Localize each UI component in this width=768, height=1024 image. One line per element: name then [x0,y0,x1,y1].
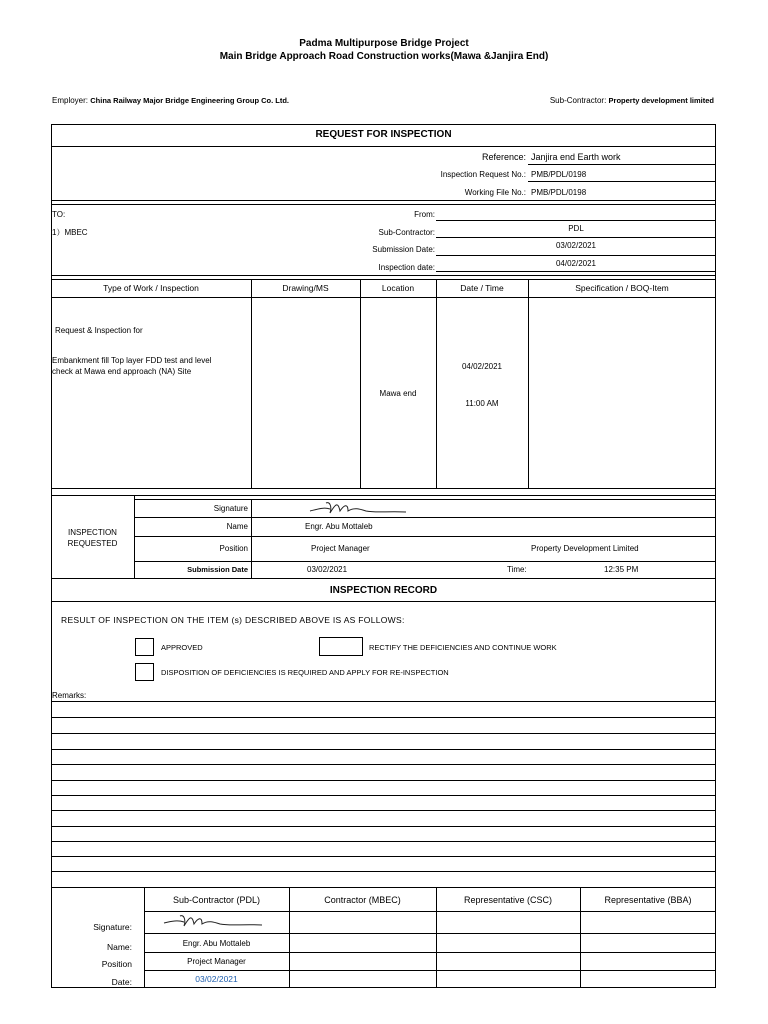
submission-label: Submission Date: [372,245,435,254]
remark-line [51,826,716,827]
reference-label: Reference: [481,152,526,162]
work-date: 04/02/2021 [461,362,503,371]
divider [134,536,716,537]
divider [51,601,716,602]
divider [436,255,716,256]
work-location: Mawa end [379,389,417,398]
approved-label: APPROVED [161,643,203,652]
employer-label: Employer: [52,96,89,105]
divider [134,561,716,562]
divider [51,495,716,496]
divider [436,271,716,272]
signoff-position-label: Position [101,959,132,969]
work-line-3: check at Mawa end approach (NA) Site [52,367,192,376]
signoff-date-label: Date: [111,977,132,987]
from-field [436,220,716,221]
req-name-value: Engr. Abu Mottaleb [305,522,373,531]
divider [51,146,716,147]
employer-value: China Railway Major Bridge Engineering Group Co. Ltd. [90,96,290,105]
divider [51,200,716,201]
signoff-header-bba: Representative (BBA) [604,895,692,905]
col-location: Location [381,283,415,293]
divider [528,181,716,182]
signoff-signature-image [162,913,272,936]
subcontractor-line [550,95,714,106]
req-signature-label: Signature [213,504,248,513]
signoff-signature-label: Signature: [93,922,132,932]
remark-line [51,795,716,796]
file-no-label: Working File No.: [464,188,526,197]
divider [134,517,716,518]
requested-label-1: INSPECTION [68,528,117,537]
remark-line [51,780,716,781]
remark-line [51,856,716,857]
from-label: From: [414,210,435,219]
remark-line [51,717,716,718]
signature-image [308,499,418,522]
remark-line [51,749,716,750]
rectify-checkbox[interactable] [319,637,363,656]
col-date-time: Date / Time [460,283,504,293]
result-text: RESULT OF INSPECTION ON THE ITEM (s) DESCRIBED ABOVE IS AS FOLLOWS: [61,615,405,625]
signoff-header-contractor: Contractor (MBEC) [324,895,401,905]
to-value: 1）MBEC [52,228,88,237]
divider [251,279,252,488]
divider [528,164,716,165]
subcon-label: Sub-Contractor: [378,228,435,237]
to-label: TO: [52,210,66,219]
request-no-label: Inspection Request No.: [440,170,526,179]
remark-line [51,887,716,888]
divider [51,578,716,579]
disposition-label: DISPOSITION OF DEFICIENCIES IS REQUIRED AND APPLY FOR RE-INSPECTION [161,668,449,677]
work-time: 11:00 AM [465,399,499,408]
divider [360,279,361,488]
signoff-date-value: 03/02/2021 [195,974,238,984]
submission-value: 03/02/2021 [555,241,597,250]
remarks-label: Remarks: [52,691,87,700]
divider [528,279,529,488]
dots: . . [152,194,159,203]
rfi-title: REQUEST FOR INSPECTION [315,129,452,140]
project-subtitle: Main Bridge Approach Road Construction works(Mawa &Janjira End) [219,51,549,62]
insp-date-label: Inspection date: [378,263,435,272]
divider [436,279,437,488]
work-line-2: Embankment fill Top layer FDD test and level [52,356,212,365]
divider [144,952,716,953]
req-submission-value: 03/02/2021 [307,565,348,574]
divider [51,204,716,205]
signoff-header-subcontractor: Sub-Contractor (PDL) [172,895,261,905]
signoff-header-csc: Representative (CSC) [463,895,553,905]
divider [51,488,716,489]
col-type-of-work: Type of Work / Inspection [103,283,199,293]
col-drawing: Drawing/MS [282,283,329,293]
req-time-value: 12:35 PM [604,565,639,574]
divider [51,275,716,276]
req-name-label: Name [226,522,248,531]
record-title: INSPECTION RECORD [329,585,438,596]
req-position-label: Position [219,544,248,553]
remark-line [51,764,716,765]
request-no-value: PMB/PDL/0198 [531,170,587,179]
requested-label-2: REQUESTED [67,539,118,548]
project-title: Padma Multipurpose Bridge Project [299,38,469,49]
signoff-position-value: Project Manager [187,957,246,966]
remark-line [51,841,716,842]
subcontractor-label: Sub-Contractor: [549,96,607,105]
insp-date-value: 04/02/2021 [555,259,597,268]
remark-line [51,733,716,734]
divider [144,911,716,912]
divider [134,499,716,500]
divider [144,970,716,971]
signoff-name-value: Engr. Abu Mottaleb [182,939,251,948]
subcontractor-value: Property development limited [608,96,714,105]
divider [251,499,252,578]
req-company-value: Property Development Limited [531,544,639,553]
divider [51,279,716,280]
divider [51,297,716,298]
reference-value: Janjira end Earth work [531,152,621,162]
subcon-value: PDL [568,224,584,233]
remark-line [51,871,716,872]
disposition-checkbox[interactable] [135,663,154,681]
file-no-value: PMB/PDL/0198 [531,188,587,197]
employer-line [52,95,289,106]
approved-checkbox[interactable] [135,638,154,656]
signoff-name-label: Name: [106,942,132,952]
req-submission-label: Submission Date [187,565,248,574]
rectify-label: RECTIFY THE DEFICIENCIES AND CONTINUE WORK [369,643,557,652]
remark-line [51,810,716,811]
remark-line [51,701,716,702]
col-specification: Specification / BOQ-Item [575,283,669,293]
req-position-value: Project Manager [311,544,370,553]
req-time-label: Time: [507,565,527,574]
work-line-1: Request & Inspection for [55,326,143,335]
divider [436,237,716,238]
